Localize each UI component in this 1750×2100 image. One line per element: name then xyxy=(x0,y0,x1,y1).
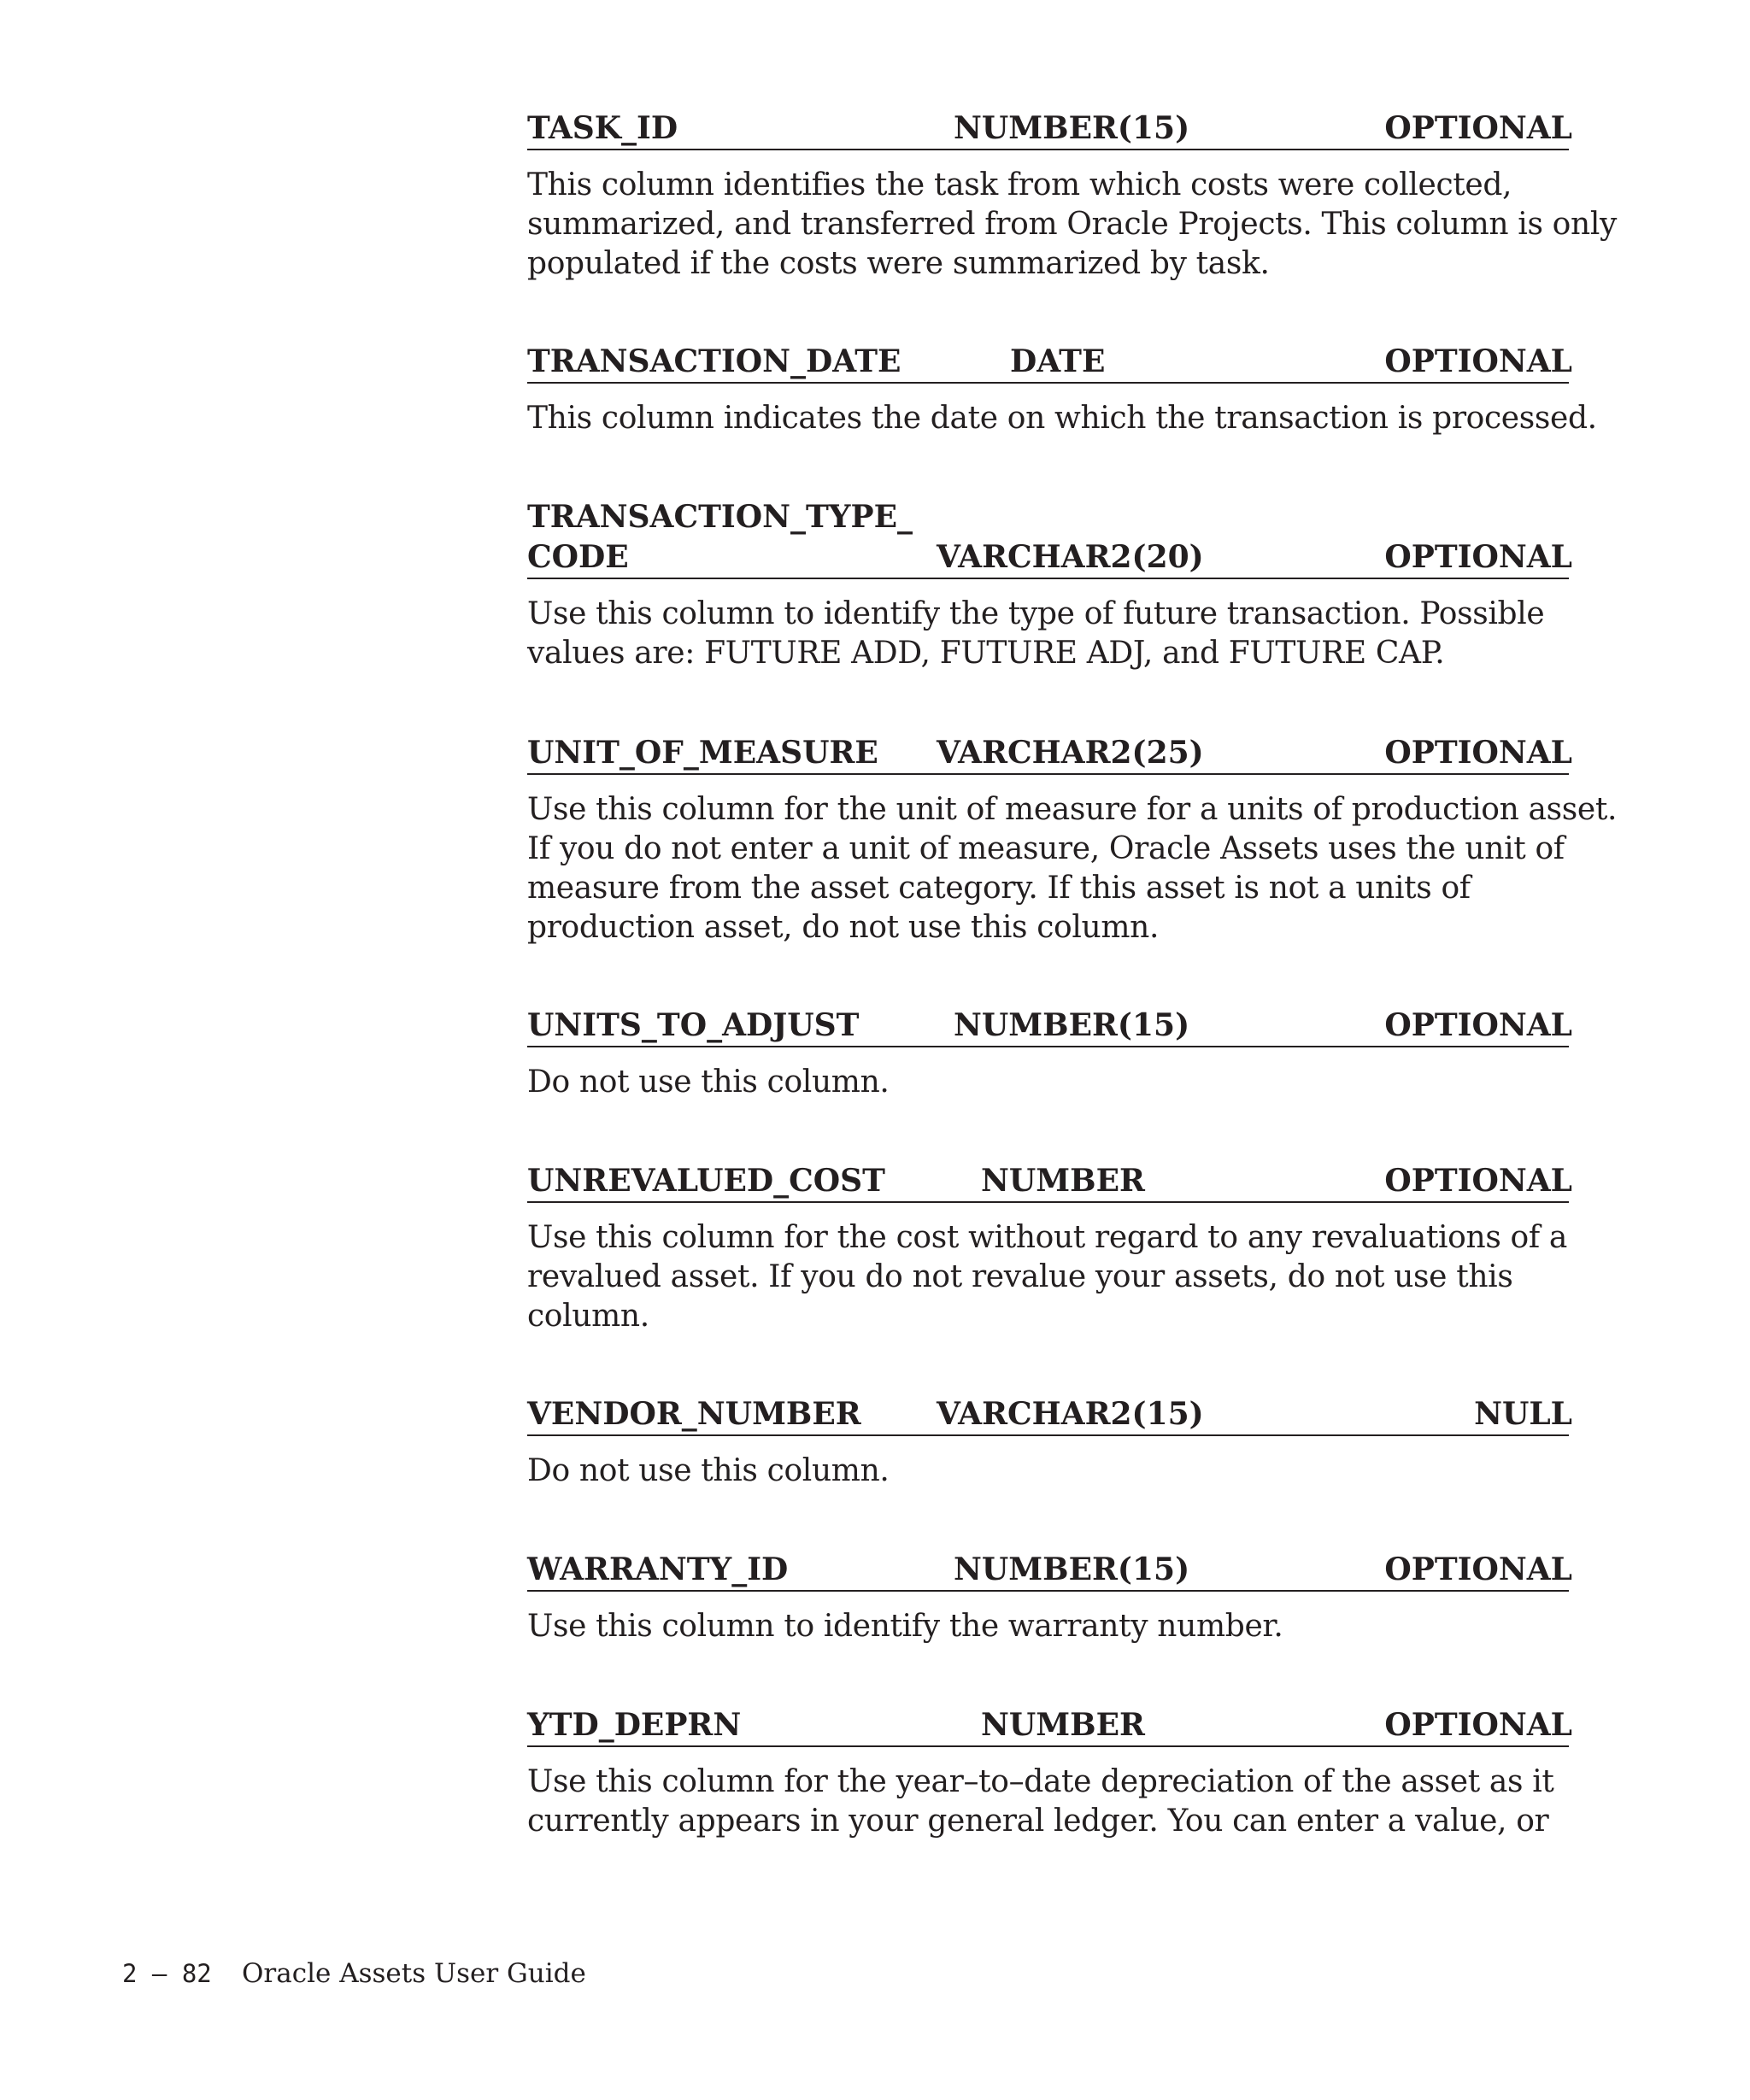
column-entry-unit-of-measure xyxy=(527,733,1618,947)
description-line: summarized, and transferred from Oracle Projects. This column is only xyxy=(527,207,1617,242)
column-flag: OPTIONAL xyxy=(1384,110,1572,146)
column-header xyxy=(527,497,1572,579)
column-name: YTD_DEPRN xyxy=(527,1707,742,1743)
column-name: TASK_ID xyxy=(527,110,678,146)
column-header xyxy=(527,733,1572,775)
description-line: Use this column for the cost without regard to any revaluations of a xyxy=(527,1220,1568,1255)
description-line: This column indicates the date on which the transaction is processed. xyxy=(527,401,1597,436)
column-flag: OPTIONAL xyxy=(1384,1007,1572,1043)
column-name: TRANSACTION_DATE xyxy=(527,343,901,379)
column-header xyxy=(527,1705,1572,1747)
column-entry-ytd-deprn xyxy=(527,1705,1572,1841)
column-flag: OPTIONAL xyxy=(1384,1707,1572,1743)
book-title: Oracle Assets User Guide xyxy=(242,1958,586,1989)
column-name: UNITS_TO_ADJUST xyxy=(527,1007,860,1043)
column-type: NUMBER(15) xyxy=(954,110,1190,146)
description-line: currently appears in your general ledger. You can enter a value, or xyxy=(527,1804,1549,1839)
description-line: Do not use this column. xyxy=(527,1065,890,1100)
column-header xyxy=(527,1550,1572,1592)
column-name: VENDOR_NUMBER xyxy=(527,1396,861,1432)
column-description xyxy=(527,1063,1569,1102)
column-entry-transaction-date xyxy=(527,342,1597,438)
column-flag: OPTIONAL xyxy=(1384,539,1572,575)
column-description xyxy=(527,399,1597,438)
column-type: VARCHAR2(25) xyxy=(937,735,1204,771)
column-entry-task-id xyxy=(527,109,1617,284)
page-footer xyxy=(122,1956,586,1991)
column-description xyxy=(527,1452,1569,1491)
description-line: Use this column to identify the type of future transaction. Possible xyxy=(527,596,1545,631)
description-line: revalued asset. If you do not revalue your assets, do not use this xyxy=(527,1259,1513,1294)
column-type: NUMBER(15) xyxy=(954,1007,1190,1043)
column-entry-warranty-id xyxy=(527,1550,1572,1646)
description-line: values are: FUTURE ADD, FUTURE ADJ, and FUTURE CAP. xyxy=(527,636,1445,671)
column-description xyxy=(527,1763,1569,1841)
column-type: NUMBER xyxy=(981,1163,1145,1199)
description-line: column. xyxy=(527,1299,649,1334)
column-flag: OPTIONAL xyxy=(1384,735,1572,771)
column-header xyxy=(527,109,1572,150)
column-name: WARRANTY_ID xyxy=(527,1552,789,1587)
page-number: 2 – 82 xyxy=(122,1959,212,1988)
description-line: populated if the costs were summarized by task. xyxy=(527,246,1270,281)
column-description xyxy=(527,1607,1569,1646)
column-description xyxy=(527,595,1569,673)
column-type: NUMBER xyxy=(981,1707,1145,1743)
column-flag: NULL xyxy=(1474,1396,1572,1432)
column-name: CODE xyxy=(527,539,629,575)
column-description xyxy=(527,166,1617,284)
description-line: measure from the asset category. If this asset is not a units of xyxy=(527,871,1471,906)
description-line: Use this column for the unit of measure for a units of production asset. xyxy=(527,792,1618,827)
column-flag: OPTIONAL xyxy=(1384,343,1572,379)
column-header xyxy=(527,1161,1572,1203)
column-type: VARCHAR2(15) xyxy=(937,1396,1204,1432)
column-header xyxy=(527,1006,1572,1047)
column-type: NUMBER(15) xyxy=(954,1552,1190,1587)
column-description xyxy=(527,790,1618,947)
column-name-line1: TRANSACTION_TYPE_ xyxy=(527,499,913,535)
description-line: Use this column for the year–to–date depreciation of the asset as it xyxy=(527,1764,1554,1799)
column-entry-units-to-adjust xyxy=(527,1006,1572,1102)
description-line: If you do not enter a unit of measure, Oracle Assets uses the unit of xyxy=(527,831,1565,866)
column-entry-unrevalued-cost xyxy=(527,1161,1572,1336)
column-name: UNIT_OF_MEASURE xyxy=(527,735,878,771)
description-line: Use this column to identify the warranty number. xyxy=(527,1609,1283,1644)
description-line: This column identifies the task from which costs were collected, xyxy=(527,167,1512,202)
column-entry-vendor-number xyxy=(527,1394,1572,1491)
column-flag: OPTIONAL xyxy=(1384,1163,1572,1199)
column-entry-transaction-type-code xyxy=(527,497,1572,673)
column-header xyxy=(527,1394,1572,1436)
column-header xyxy=(527,342,1572,384)
description-line: Do not use this column. xyxy=(527,1453,890,1488)
column-name: UNREVALUED_COST xyxy=(527,1163,885,1199)
column-type: VARCHAR2(20) xyxy=(937,539,1204,575)
column-description xyxy=(527,1218,1569,1336)
description-line: production asset, do not use this column. xyxy=(527,910,1160,945)
column-type: DATE xyxy=(1010,343,1106,379)
column-flag: OPTIONAL xyxy=(1384,1552,1572,1587)
